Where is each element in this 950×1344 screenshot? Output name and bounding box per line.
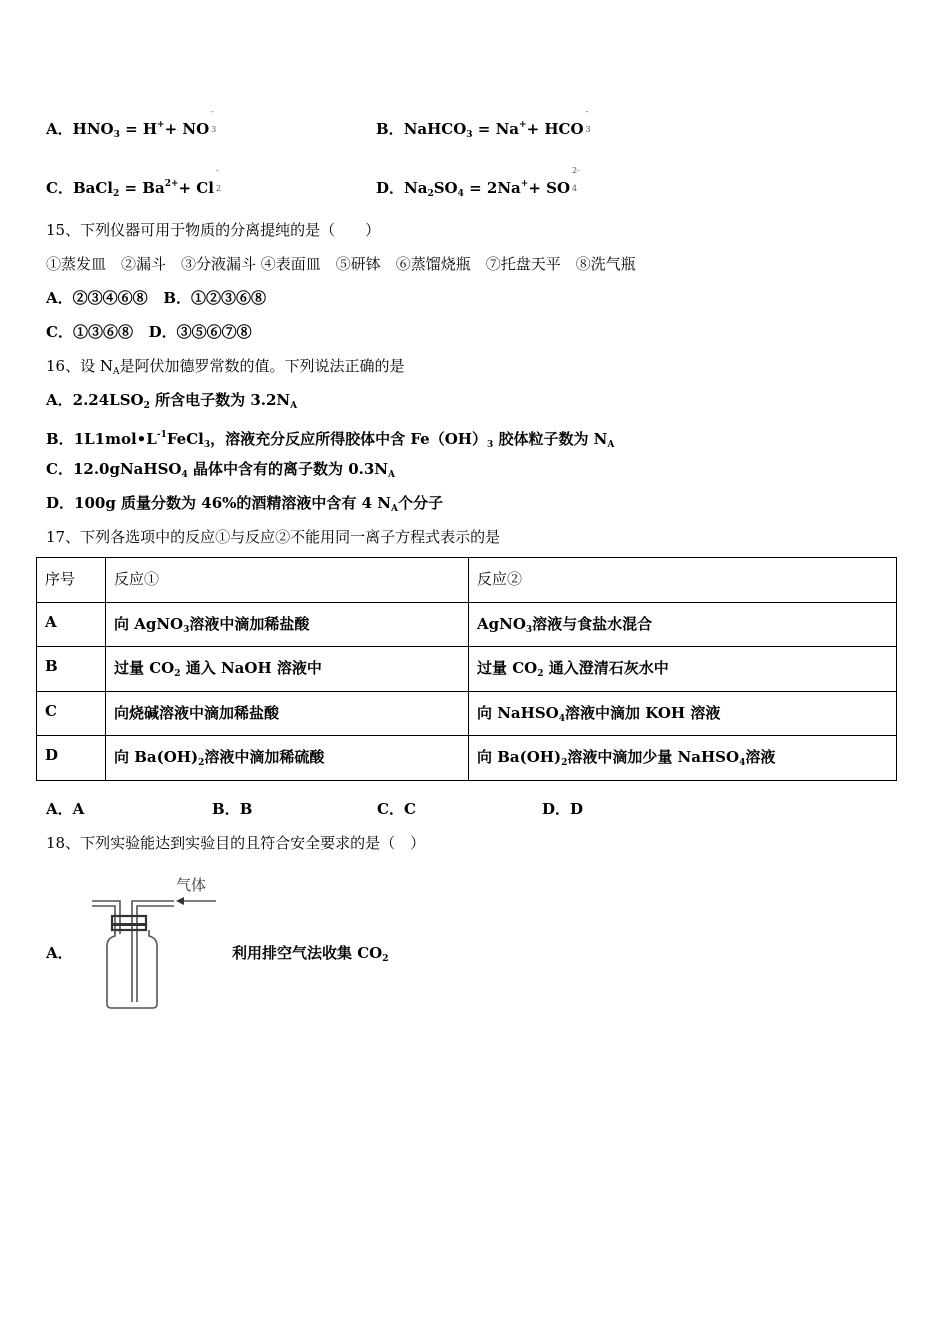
option-label: A． bbox=[46, 120, 73, 138]
q16-option-c: C．12.0gNaHSO$_4$ 晶体中含有的离子数为 $0.3N_A$ bbox=[46, 460, 395, 480]
reaction-2: 向 $Ba(OH)_2$溶液中滴加少量 NaHSO$_4$溶液 bbox=[469, 736, 897, 781]
header-cell: 反应① bbox=[106, 558, 469, 603]
table-row bbox=[37, 602, 897, 647]
q15-items: ①蒸发皿 ②漏斗 ③分液漏斗 ④表面皿 ⑤研钵 ⑥蒸馏烧瓶 ⑦托盘天平 ⑧洗气瓶 bbox=[46, 255, 636, 273]
q15-stem: 15、下列仪器可用于物质的分离提纯的是（ ） bbox=[46, 221, 381, 239]
stopper-band bbox=[112, 923, 146, 926]
row-id: B bbox=[37, 647, 106, 692]
reaction-1: 向 $Ba(OH)_2$溶液中滴加稀硫酸 bbox=[106, 736, 469, 781]
table-row bbox=[37, 736, 897, 781]
inlet-tube-inner bbox=[137, 906, 174, 1002]
reaction-2: AgNO$_3$溶液与食盐水混合 bbox=[469, 602, 897, 647]
q14-option-b: B．NaHCO$_3$ = Na++ HCO - 3 bbox=[376, 107, 591, 140]
q17-table bbox=[36, 557, 897, 781]
q18-option-a-text: 利用排空气法收集 $CO_2$ bbox=[232, 944, 389, 964]
q17-option-b: B．B bbox=[212, 800, 253, 818]
table-row bbox=[37, 691, 897, 736]
q14-option-a: A．$HNO_3 = H^++$ NO - 3 bbox=[46, 107, 217, 140]
row-id: A bbox=[37, 602, 106, 647]
q17-option-d: D．D bbox=[542, 800, 584, 818]
reaction-1: 向烧碱溶液中滴加稀盐酸 bbox=[106, 691, 469, 736]
header-cell: 序号 bbox=[37, 558, 106, 603]
q14-option-c: C．BaCl$_2$ = $Ba^{2+}+ Cl$ - 2 bbox=[46, 166, 222, 199]
gas-collection-bottle-figure bbox=[88, 874, 228, 1014]
reaction-1: 过量 $CO_2$ 通入 NaOH 溶液中 bbox=[106, 647, 469, 692]
row-id: C bbox=[37, 691, 106, 736]
q16-option-a: A．$2.24LSO_2$ 所含电子数为 $3.2N_A$ bbox=[46, 391, 298, 411]
q17-stem: 17、下列各选项中的反应①与反应②不能用同一离子方程式表示的是 bbox=[46, 528, 501, 546]
q16-option-d: D．100g 质量分数为 46%的酒精溶液中含有 4 $N_A$个分子 bbox=[46, 494, 443, 514]
q15-options-ab: A．②③④⑥⑧ B．①②③⑥⑧ bbox=[46, 289, 267, 307]
arrow-head-icon bbox=[176, 897, 184, 905]
table-row bbox=[37, 647, 897, 692]
q16-option-b: B．$1L1mol•L^{-1}FeCl_3$，溶液充分反应所得胶体中含 $Fe(OH)_3$ 胶体粒子数为 $N_A$ bbox=[46, 430, 615, 450]
q14-option-d: D．$Na_2SO_4 = 2Na^++$ SO 2- 4 bbox=[376, 166, 580, 199]
reaction-2: 过量 $CO_2$ 通入澄清石灰水中 bbox=[469, 647, 897, 692]
reaction-1: 向 AgNO$_3$溶液中滴加稀盐酸 bbox=[106, 602, 469, 647]
row-id: D bbox=[37, 736, 106, 781]
q18-stem: 18、下列实验能达到实验目的且符合安全要求的是（ ） bbox=[46, 834, 426, 852]
q17-option-a: A．A bbox=[46, 800, 85, 818]
header-cell: 反应② bbox=[469, 558, 897, 603]
q17-option-c: C．C bbox=[377, 800, 416, 818]
figure-label: 气体 bbox=[176, 876, 207, 894]
q16-stem: 16、设 $N_A$是阿伏加德罗常数的值。下列说法正确的是 bbox=[46, 357, 405, 377]
reaction-2: 向 NaHSO$_4$溶液中滴加 KOH 溶液 bbox=[469, 691, 897, 736]
q18-option-a-label: A． bbox=[46, 944, 73, 962]
table-header-row bbox=[37, 558, 897, 603]
q15-options-cd: C．①③⑥⑧ D．③⑤⑥⑦⑧ bbox=[46, 323, 252, 341]
